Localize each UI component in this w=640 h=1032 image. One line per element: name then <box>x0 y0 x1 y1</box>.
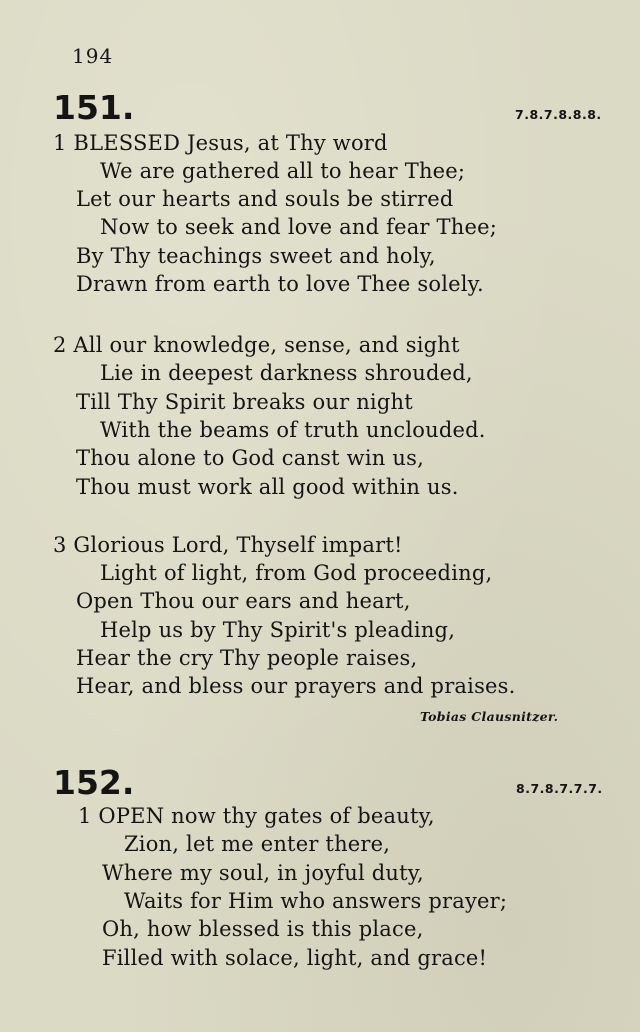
hymn-151-stanza-2-line-4: With the beams of truth unclouded. <box>100 418 486 442</box>
hymn-152-stanza-1-line-2: Zion, let me enter there, <box>124 832 391 856</box>
page-number: 194 <box>72 44 114 68</box>
hymn-151-stanza-3-line-6: Hear, and bless our prayers and praises. <box>76 674 516 698</box>
hymn-152-stanza-1-line-6: Filled with solace, light, and grace! <box>102 946 488 970</box>
hymn-152-number: 152. <box>53 763 135 802</box>
hymn-151-stanza-1-line-5: By Thy teachings sweet and holy, <box>76 244 436 268</box>
hymn-152-meter: 8.7.8.7.7.7. <box>516 781 603 796</box>
hymn-151-stanza-1-line-3: Let our hearts and souls be stirred <box>76 187 454 211</box>
hymn-151-stanza-3-line-5: Hear the cry Thy people raises, <box>76 646 418 670</box>
hymn-151-stanza-3-line-1: 3 Glorious Lord, Thyself impart! <box>53 533 403 557</box>
hymn-151-stanza-1-line-6: Drawn from earth to love Thee solely. <box>76 272 484 296</box>
hymn-151-stanza-2-line-1: 2 All our knowledge, sense, and sight <box>53 333 460 357</box>
hymn-151-stanza-1-line-4: Now to seek and love and fear Thee; <box>100 215 498 239</box>
hymn-151-stanza-3-line-4: Help us by Thy Spirit's pleading, <box>100 618 456 642</box>
hymn-151-stanza-2-line-3: Till Thy Spirit breaks our night <box>76 390 413 414</box>
hymn-151-stanza-2-line-6: Thou must work all good within us. <box>76 475 459 499</box>
hymn-152-stanza-1-line-5: Oh, how blessed is this place, <box>102 917 424 941</box>
hymn-152-stanza-1-line-3: Where my soul, in joyful duty, <box>102 861 424 885</box>
hymn-151-stanza-2-line-2: Lie in deepest darkness shrouded, <box>100 361 473 385</box>
hymn-151-stanza-3-line-2: Light of light, from God proceeding, <box>100 561 493 585</box>
hymn-152-stanza-1-line-4: Waits for Him who answers prayer; <box>124 889 508 913</box>
hymn-151-stanza-2-line-5: Thou alone to God canst win us, <box>76 446 424 470</box>
hymn-151-number: 151. <box>53 88 135 127</box>
hymn-151-stanza-1-line-2: We are gathered all to hear Thee; <box>100 159 466 183</box>
hymn-151-stanza-3-line-3: Open Thou our ears and heart, <box>76 589 411 613</box>
hymn-152-stanza-1-line-1: 1 OPEN now thy gates of beauty, <box>78 804 435 828</box>
hymn-151-meter: 7.8.7.8.8.8. <box>515 107 602 122</box>
hymn-151-stanza-1-line-1: 1 BLESSED Jesus, at Thy word <box>53 131 388 155</box>
hymn-151-author: Tobias Clausnitzer. <box>420 709 559 724</box>
